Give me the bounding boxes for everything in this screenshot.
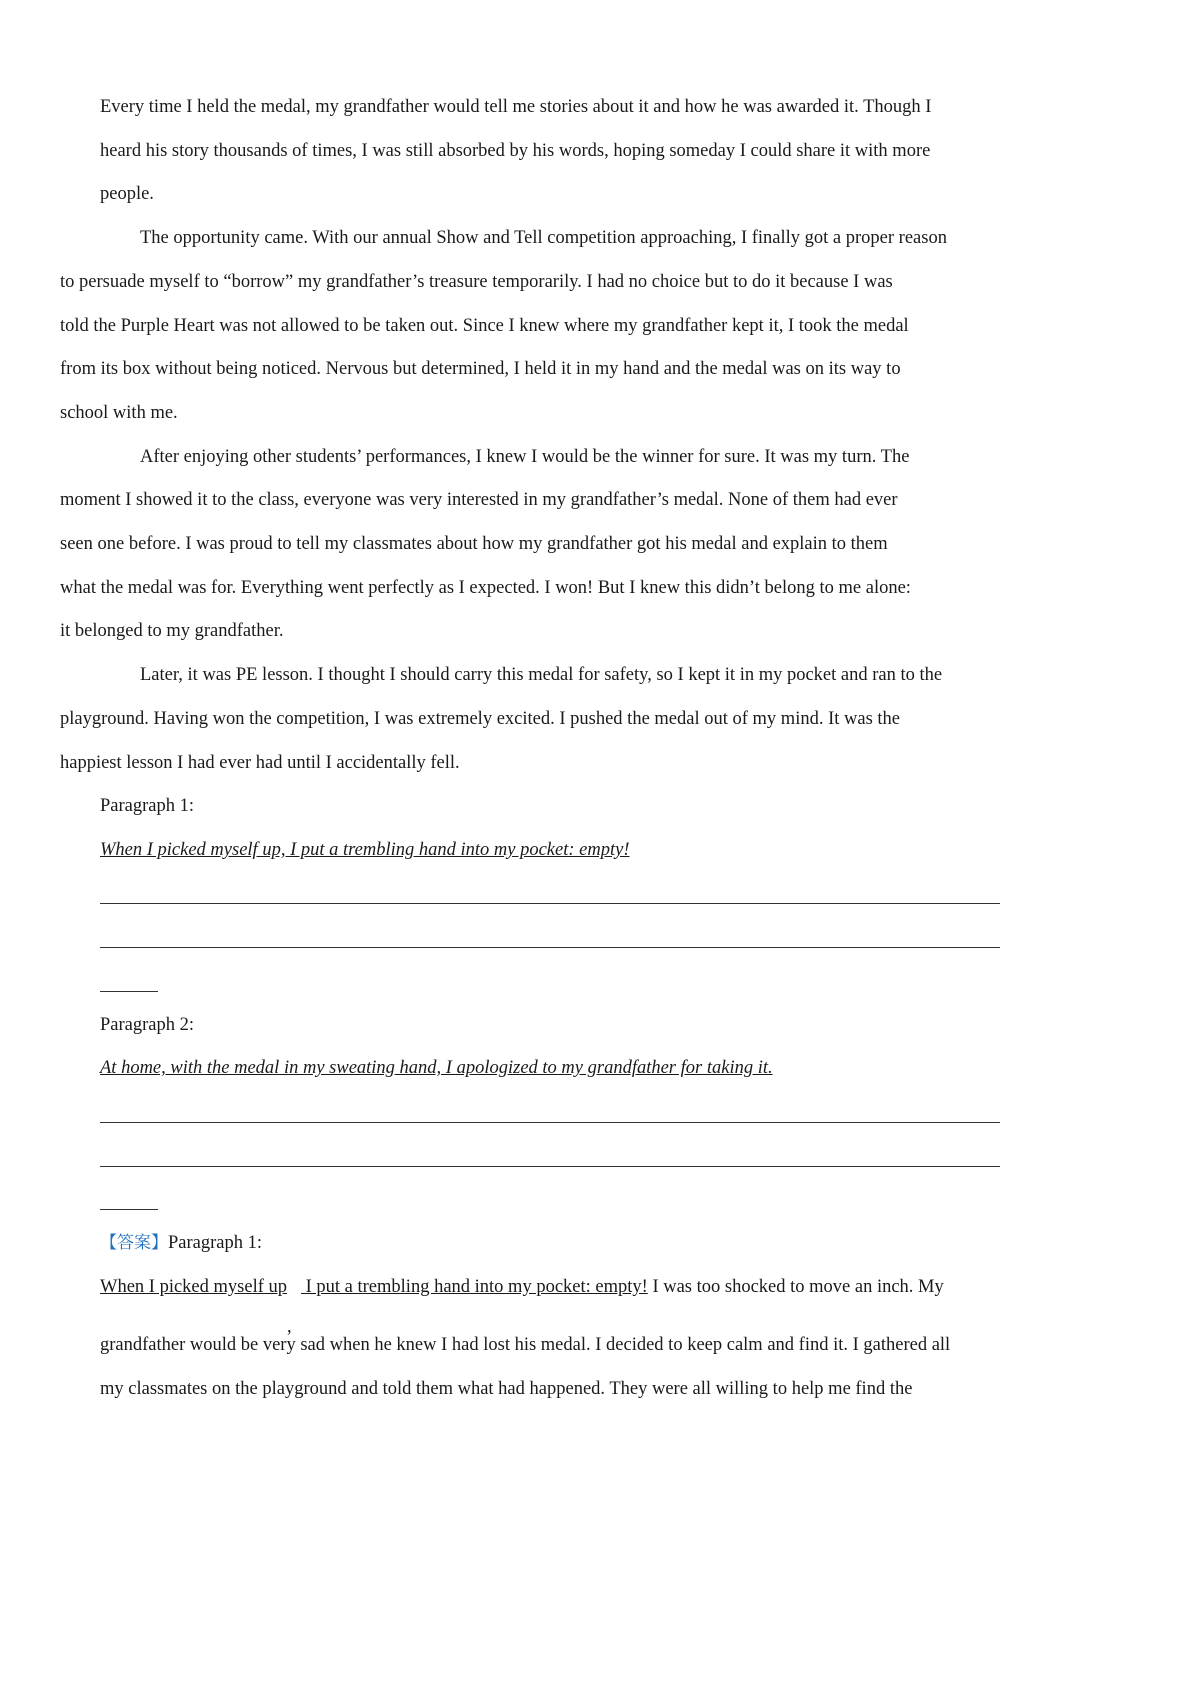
answer-continuation: I was too shocked to move an inch. My [647,1276,944,1297]
writing-line[interactable] [100,1135,1000,1179]
story-line: Later, it was PE lesson. I thought I should carry this medal for safety, so I kept it in my pocket and ran to the [140,665,943,686]
answer-body [100,1324,1000,1411]
story-line: heard his story thousands of times, I was still absorbed by his words, hoping someday I could share it with more [100,140,931,161]
story-line: moment I showed it to the class, everyone was very interested in my grandfather’s medal. None of them had ever [60,490,898,511]
document-body [60,86,1000,1411]
story-line: After enjoying other students’ performances, I knew I would be the winner for sure. It was my turn. The [140,446,910,467]
paragraph-1-prompt [100,829,1000,873]
story-paragraph-2 [60,217,1000,436]
paragraph-2-prompt-text: At home, with the medal in my sweating hand, I apologized to my grandfather for taking it. [100,1058,773,1079]
answer-underlined-end: I put a trembling hand into my pocket: empty! [301,1276,648,1297]
story-line: Every time I held the medal, my grandfather would tell me stories about it and how he was awarded it. Though I [100,97,932,117]
story-line: playground. Having won the competition, I was extremely excited. I pushed the medal out of my mind. It was the [60,708,901,729]
writing-line-short[interactable] [100,1179,1000,1223]
answer-line: my classmates on the playground and told them what had happened. They were all willing to help me find the [100,1378,913,1399]
story-line: to persuade myself to “borrow” my grandfather’s treasure temporarily. I had no choice but to do it because I was [60,271,893,292]
story-line: The opportunity came. With our annual Show and Tell competition approaching, I finally got a proper reason [140,228,947,249]
story-paragraph-4 [60,654,1000,785]
answer-label: Paragraph 1: [168,1233,263,1254]
story-line: told the Purple Heart was not allowed to be taken out. Since I knew where my grandfather kept it, I took the medal [60,315,909,336]
answer-heading [100,1222,1000,1266]
story-line: what the medal was for. Everything went perfectly as I expected. I won! But I knew this didn’t belong to me alone: [60,577,911,598]
writing-line[interactable] [100,916,1000,960]
answer-tag: 【答案】 [100,1233,168,1254]
story-line: seen one before. I was proud to tell my classmates about how my grandfather got his medal and explain to them [60,534,888,555]
answer-first-line: When I picked myself up , I put a trembling hand into my pocket: empty! I was too shocked to move an inch. My [100,1276,944,1337]
story-line: happiest lesson I had ever had until I accidentally fell. [60,752,460,773]
story-line: people. [100,184,154,205]
story-line: it belonged to my grandfather. [60,621,284,642]
writing-line[interactable] [100,873,1000,917]
paragraph-1-prompt-text: When I picked myself up, I put a trembling hand into my pocket: empty! [100,839,630,860]
story-paragraph-3 [60,436,1000,655]
paragraph-2-prompt [100,1047,1000,1091]
story-paragraph-1 [100,86,1000,217]
paragraph-2-label: Paragraph 2: [100,1014,195,1035]
writing-line[interactable] [100,1091,1000,1135]
answer-line: grandfather would be very sad when he knew I had lost his medal. I decided to keep calm and find it. I gathered all [100,1334,951,1355]
story-line: from its box without being noticed. Nervous but determined, I held it in my hand and the medal was on its way to [60,359,901,380]
paragraph-1-label: Paragraph 1: [100,796,195,817]
story-line: school with me. [60,402,178,423]
answer-underlined-start: When I picked myself up [100,1276,287,1297]
writing-line-short[interactable] [100,960,1000,1004]
